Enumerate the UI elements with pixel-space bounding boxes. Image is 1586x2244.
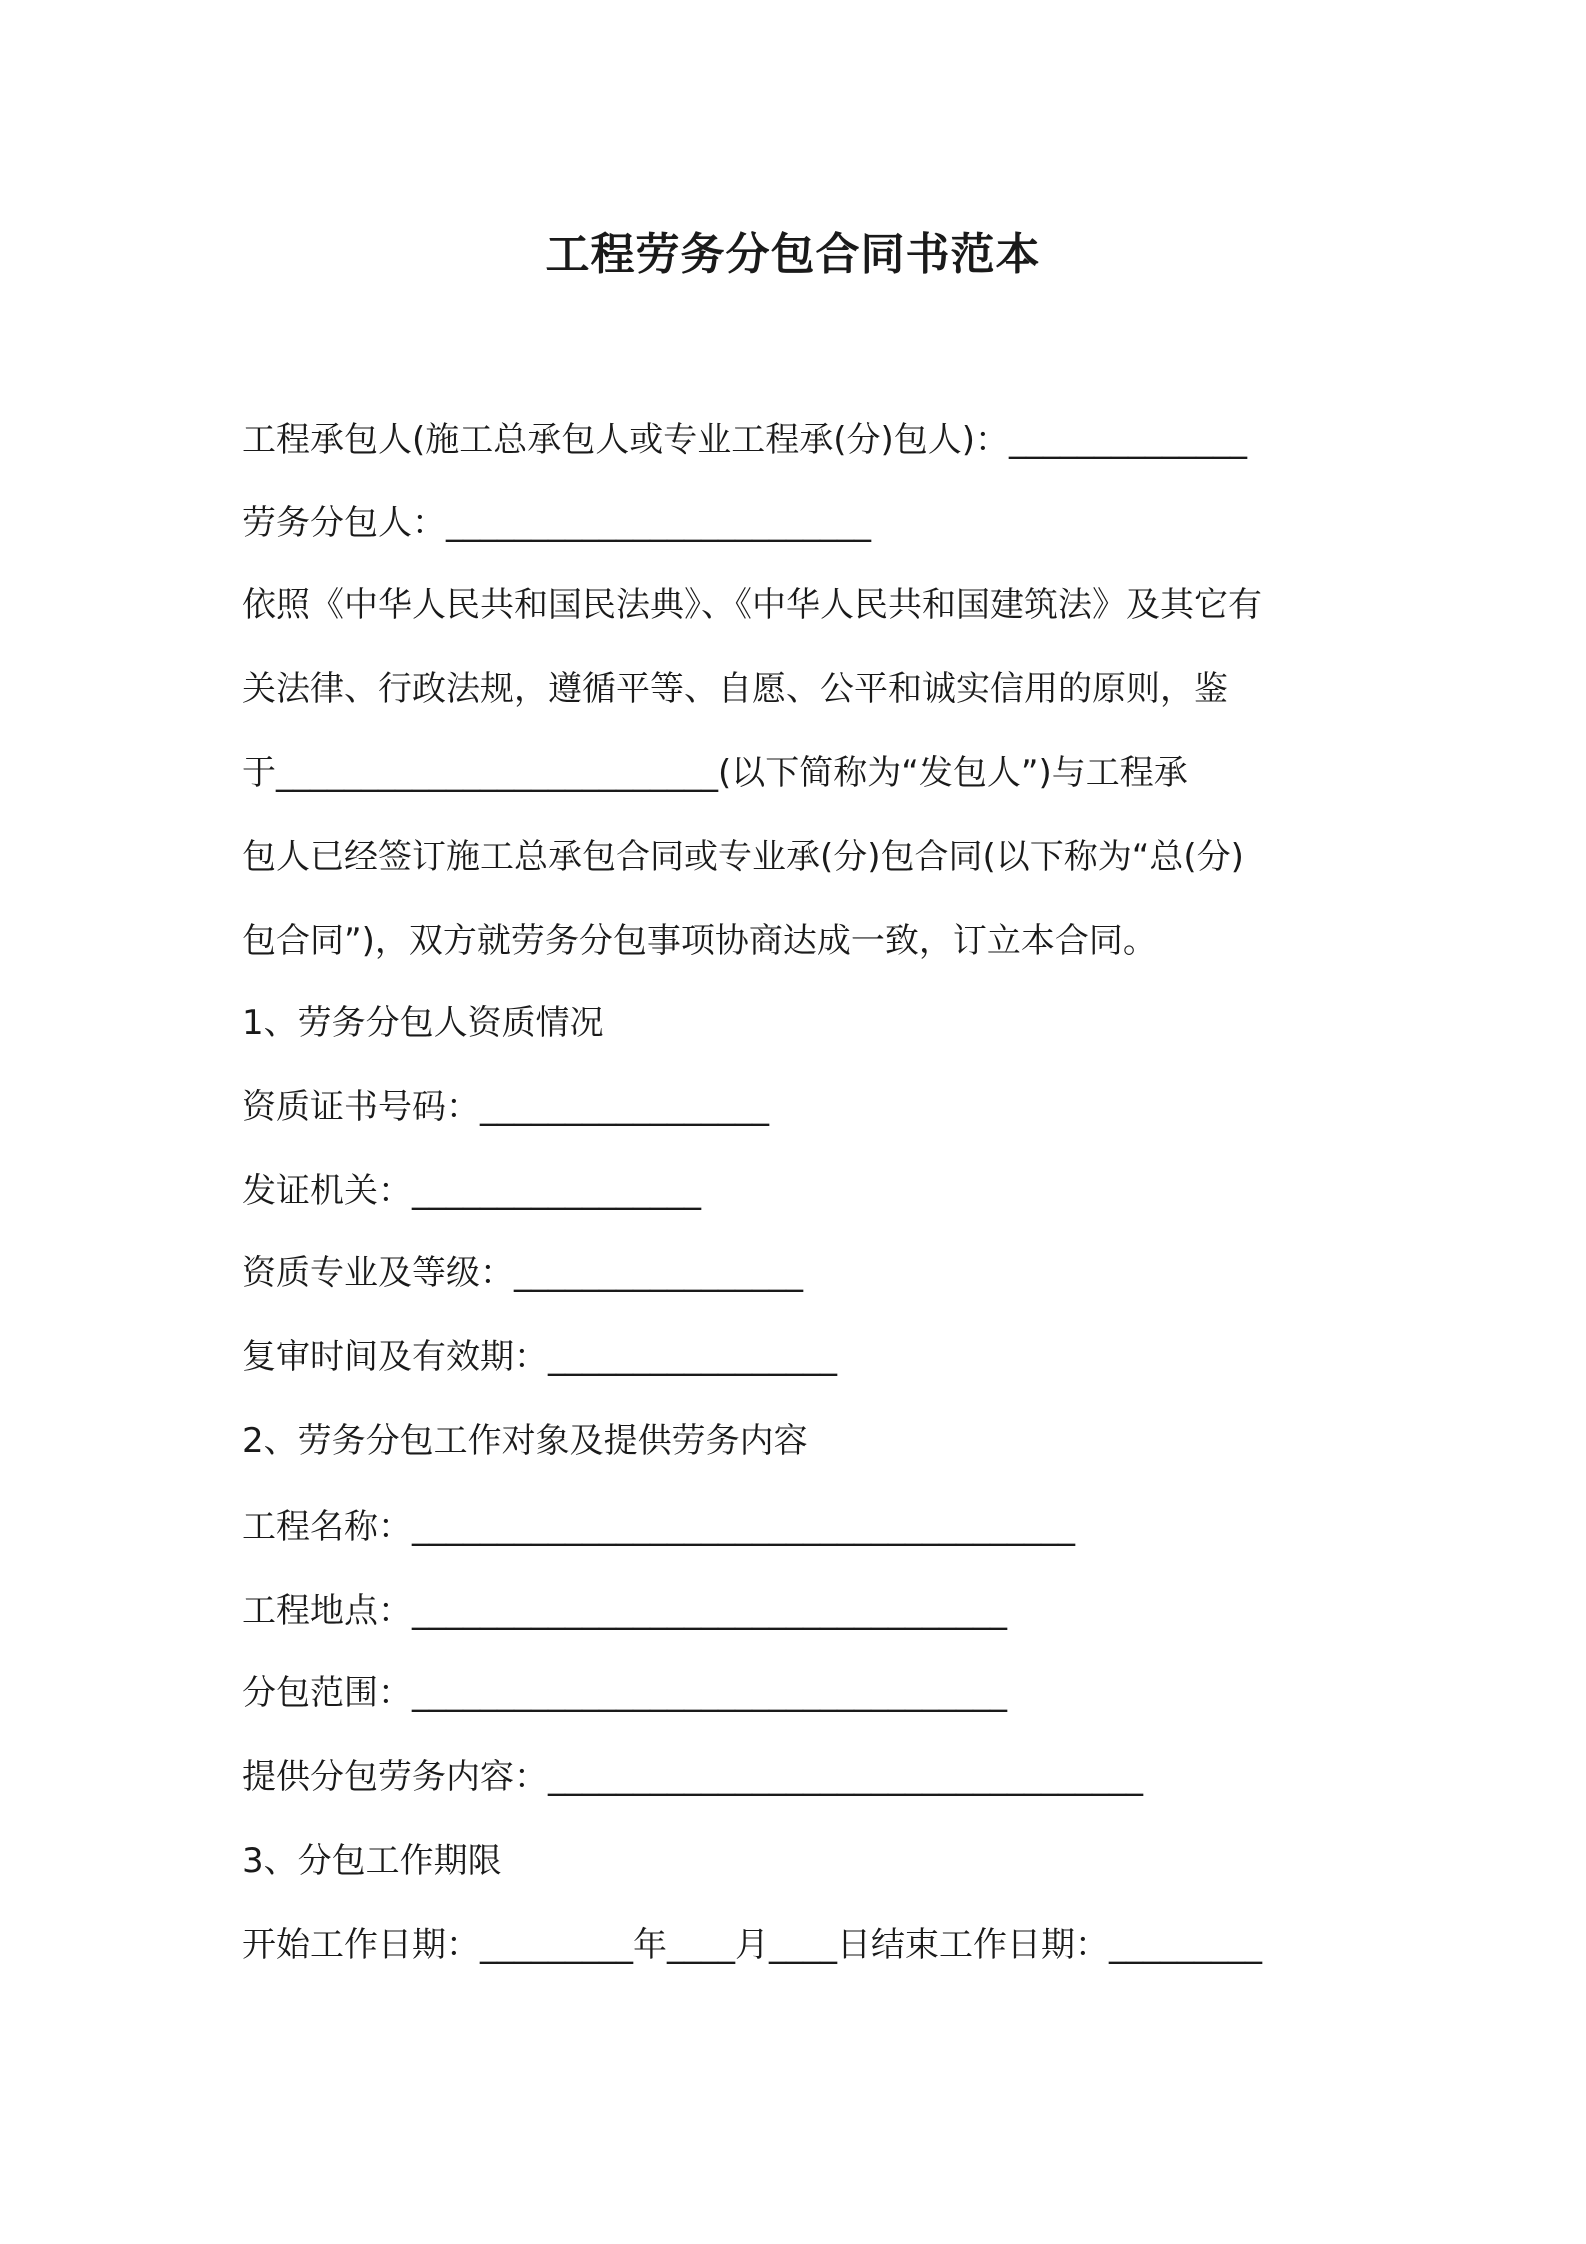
section-heading-work-period: 3、分包工作期限 — [242, 1841, 502, 1881]
project-name-field: 工程名称：_______________________________________ — [242, 1507, 1075, 1547]
subcontract-scope-field: 分包范围：___________________________________ — [242, 1673, 1007, 1713]
contractor-field: 工程承包人(施工总承包人或专业工程承(分)包人)：______________ — [242, 420, 1248, 460]
preamble-line-1: 依照《中华人民共和国民法典》、《中华人民共和国建筑法》及其它有 — [242, 585, 1262, 625]
review-validity-field: 复审时间及有效期：_________________ — [242, 1337, 837, 1377]
qualification-grade-field: 资质专业及等级：_________________ — [242, 1253, 803, 1293]
preamble-line-5: 包合同”)，双方就劳务分包事项协商达成一致，订立本合同。 — [242, 921, 1157, 961]
certificate-number-field: 资质证书号码：_________________ — [242, 1087, 769, 1127]
section-heading-qualification: 1、劳务分包人资质情况 — [242, 1003, 604, 1043]
labor-content-field: 提供分包劳务内容：___________________________________ — [242, 1757, 1143, 1797]
project-location-field: 工程地点：___________________________________ — [242, 1591, 1007, 1631]
document-title: 工程劳务分包合同书范本 — [545, 229, 1041, 280]
section-heading-work-scope: 2、劳务分包工作对象及提供劳务内容 — [242, 1421, 808, 1461]
preamble-line-4: 包人已经签订施工总承包合同或专业承(分)包合同(以下称为“总(分) — [242, 837, 1244, 877]
preamble-line-2: 关法律、行政法规，遵循平等、自愿、公平和诚实信用的原则，鉴 — [242, 669, 1228, 709]
work-dates-field: 开始工作日期：_________年____月____日结束工作日期：_________ — [242, 1925, 1262, 1965]
preamble-line-3: 于__________________________(以下简称为“发包人”)与工程承 — [242, 753, 1188, 793]
labor-subcontractor-field: 劳务分包人：_________________________ — [242, 503, 871, 543]
issuing-authority-field: 发证机关：_________________ — [242, 1171, 701, 1211]
